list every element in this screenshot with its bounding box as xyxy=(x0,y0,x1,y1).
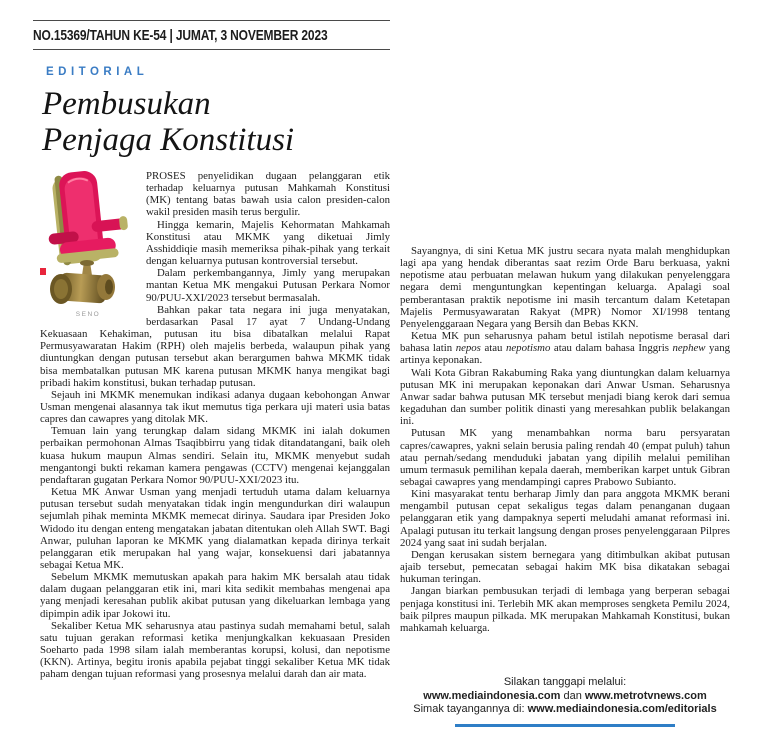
article-paragraph: Sayangnya, di sini Ketua MK justru secara nyata malah menghidupkan lagi apa yang hendak diberantas saat rezim Orde Baru berkuasa, yakni nepotisme atau perbuatan melawan hukum yang dilakukan penyelenggara negara demi menguntungkan kepentingan keluarga. Apalagi soal pemberantasan praktik nepotisme ini masih tercantum dalam Ketetapan Majelis Permusyawaratan Rakyat (MPR) Nomor XI/1998 tentang Penyelenggaraan Negara yang Bersih dan Bebas KKN. xyxy=(400,245,730,330)
article-paragraph: Ketua MK Anwar Usman yang menjadi tertuduh utama dalam keluarnya putusan tersebut sudah menyatakan tidak ingin mengundurkan diri walaupun sejumlah pihak meminta MKMK memecat dirinya. Saudara ipar Presiden Joko Widodo itu dengan enteng mengatakan jabatan ditentukan oleh Allah SWT. Bagi Anwar, puluhan laporan ke MKMK yang dialamatkan kepada dirinya terkait pelanggaran etik merupakan hal yang wajar, konsekuensi dari jabatannya sebagai Ketua MK. xyxy=(40,486,390,571)
article-paragraph: Putusan MK yang menambahkan norma baru persyaratan capres/cawapres, yakni selain berusia paling rendah 40 (empat puluh) tahun atau pernah/sedang menduduki jabatan yang dipilih melalui pemilihan umum termasuk pemilihan kepala daerah, memberikan karpet untuk Gibran sebagai cawapres yang mendampingi capres Prabowo Subianto. xyxy=(400,427,730,488)
article-column-1 xyxy=(40,170,390,681)
footer-websites: www.mediaindonesia.com dan www.metrotvnews.com xyxy=(423,689,707,702)
article-paragraph: Sejauh ini MKMK menemukan indikasi adanya dugaan kebohongan Anwar Usman mengenai alasannya tak ikut memutus tiga perkara uji materi usia batas capres dan cawapres yang ditolak MK. xyxy=(40,388,390,426)
article-paragraph: Ketua MK pun seharusnya paham betul istilah nepotisme berasal dari bahasa latin nepos atau nepotismo atau dalam bahasa Inggris nephew yang artinya keponakan. xyxy=(400,330,731,367)
masthead xyxy=(33,20,390,50)
footer-prompt: Silakan tanggapi melalui: xyxy=(503,676,627,688)
article-paragraph: Dengan kerusakan sistem bernegara yang ditimbulkan akibat putusan ajaib tersebut, pemecatan sebagai hakim MK bisa dikatakan sebagai hukuman teringan. xyxy=(400,548,730,586)
headline-line-2: Penjaga Konstitusi xyxy=(42,122,295,158)
gavel-chair-illustration-icon xyxy=(40,170,136,308)
article-paragraph: Kini masyarakat tentu berharap Jimly dan para anggota MKMK berani mengambil putusan cepat sekaligus tegas dalam penanganan dugaan pelanggaran etik yang dampaknya seperti meludahi amanat reformasi ini. Apalagi putusan itu terkait langsung dengan proses penyelenggaraan Pilpres 2024 yang saat ini sudah berjalan. xyxy=(400,488,730,549)
article-paragraph: Bahkan pakar tata negara ini juga menyatakan, berdasarkan Pasal 17 ayat 7 Undang-Undang Kekuasaan Kehakiman, putusan itu bisa dibatalkan melalui Rapat Permusyawaratan Hakim (RPH) oleh majelis berbeda, walaupun pihak yang diuntungkan dengan putusan tersebut akan berargumen bahwa MKMK tidak bisa membatalkan putusan MK karena putusan MKMK hanya mengikat bagi pribadi hakim konstitusi, bukan terhadap putusan. xyxy=(40,303,390,389)
issue-date-line: NO.15369/TAHUN KE-54 | JUMAT, 3 NOVEMBER 2023 xyxy=(33,27,328,44)
headline xyxy=(42,86,294,158)
article-paragraph: Temuan lain yang terungkap dalam sidang MKMK ini ialah dokumen perbaikan permohonan Almas Tsaqibbirru yang tidak ditandatangani, baik oleh kuasa hukum maupun Almas sendiri. Selain itu, MKMK menyebut sudah mengantongi bukti rekaman kamera pengawas (CCTV) mengenai kejanggalan pendaftaran gugatan Perkara Nomor 90/PUU-XXI/2023 itu. xyxy=(40,425,390,486)
article-paragraph: Jangan biarkan pembusukan terjadi di lembaga yang berperan sebagai penjaga konstitusi ini. Terlebih MK akan memproses sengketa Pemilu 2024, baik pilpres maupun pilkada. MK merupakan Mahkamah Konstitusi, bukan mahkamah keluarga. xyxy=(400,585,730,634)
article-paragraph: Dalam perkembangannya, Jimly yang merupakan mantan Ketua MK mengakui Putusan Perkara Nomor 90/PUU-XXI/2023 tersebut bermasalah. xyxy=(146,267,390,304)
section-kicker: EDITORIAL xyxy=(46,66,149,78)
footer-broadcast-link: Simak tayangannya di: www.mediaindonesia.com/editorials xyxy=(413,703,717,715)
article-paragraph: Sebelum MKMK memutuskan apakah para hakim MK bersalah atau tidak dalam dugaan pelanggaran etik ini, mari kita sedikit membahas mengenai apa yang menjadi keresahan publik akibat putusan yang dikeluarkan lembaga yang dipimpin adik ipar Jokowi itu. xyxy=(40,571,390,620)
article-paragraph: Hingga kemarin, Majelis Kehormatan Mahkamah Konstitusi atau MKMK yang diketuai Jimly Asshiddiqie masih memeriksa pihak-pihak yang terkait dengan keluarnya putusan kontroversial tersebut. xyxy=(146,218,390,268)
headline-line-1: Pembusukan xyxy=(42,86,211,122)
masthead-bottom-rule xyxy=(33,49,390,50)
article-column-2 xyxy=(400,245,730,634)
article-paragraph: Sekaliber Ketua MK seharusnya atau pastinya sudah memahami betul, salah satu tujuan gerakan reformasi ketika menjungkalkan kekuasaan Presiden Soeharto pada 1998 silam ialah memberantas korupsi, kolusi, dan nepotisme (KKN). Artinya, begitu ironis apabila pejabat tinggi sekaliber Ketua MK tidak paham dengan tujuan reformasi yang prosesnya melalui darah dan air mata. xyxy=(40,619,390,681)
illustration-credit: SENO xyxy=(75,311,101,318)
article-paragraph: Wali Kota Gibran Rakabuming Raka yang diuntungkan dalam keluarnya putusan MK ini merupakan keponakan dari Anwar Usman. Seharusnya Anwar sadar bahwa putusan MK tersebut menjadi biang kerok dari semua kegaduhan dan sumber politik dinasti yang meresahkan publik belakangan ini. xyxy=(400,366,730,428)
footer-blue-rule xyxy=(455,724,675,727)
editorial-illustration xyxy=(40,170,136,321)
article-paragraph: PROSES penyelidikan dugaan pelanggaran etik terhadap keluarnya putusan Mahkamah Konstitusi (MK) tentang batas bawah usia calon presiden-calon wakil presiden masih terus bergulir. xyxy=(146,170,390,219)
response-footer xyxy=(400,676,730,727)
